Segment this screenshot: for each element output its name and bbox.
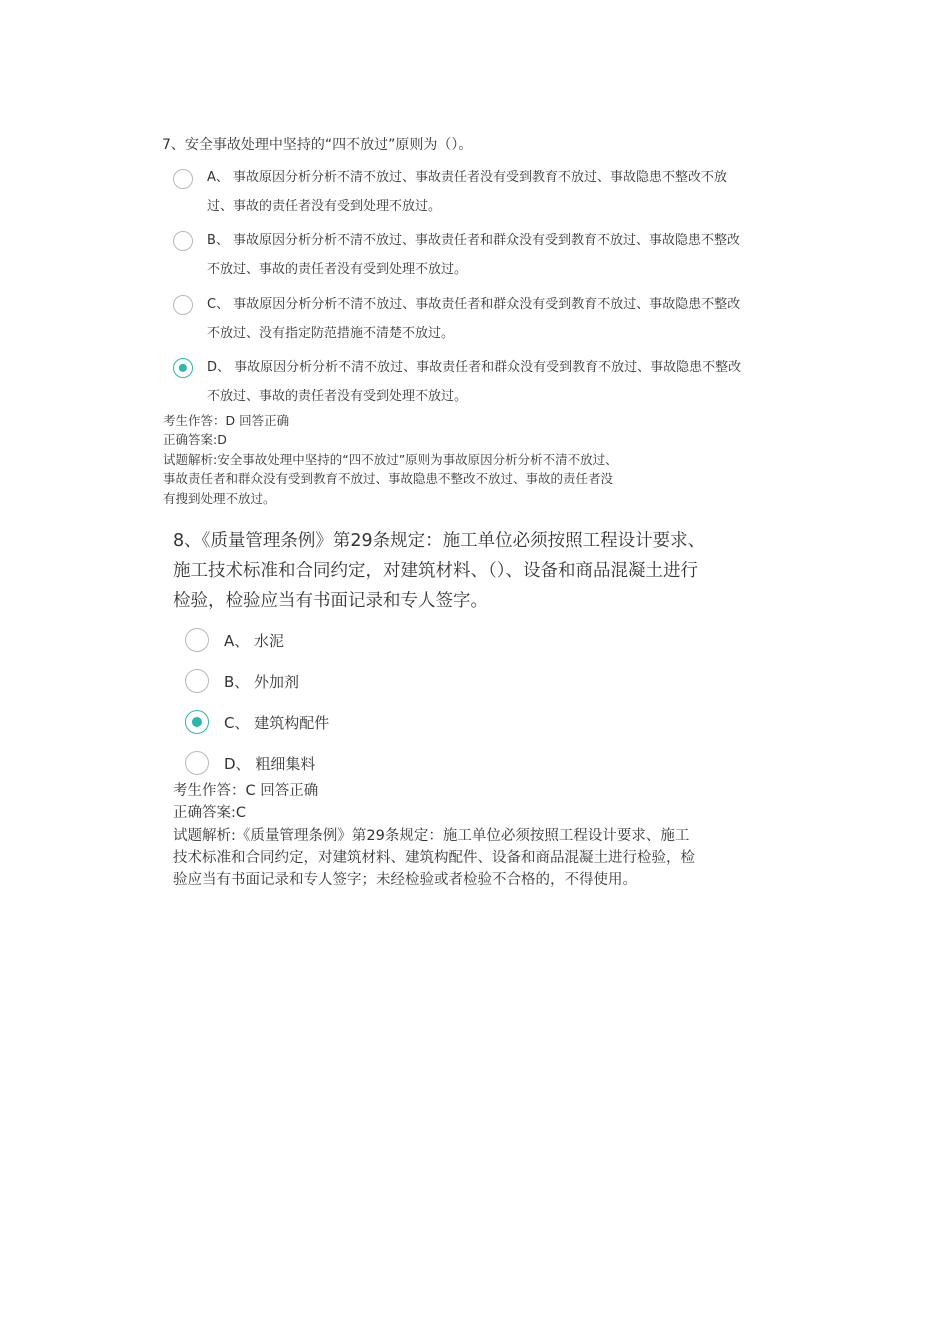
q7-analysis-line1: 试题解析:安全事故处理中坚持的“四不放过”原则为事故原因分析分析不清不放过、 (163, 452, 618, 467)
q7-option-d-line2: 不放过、事故的责任者没有受到处理不放过。 (207, 389, 468, 404)
q8-option-c-radio-selected[interactable] (185, 710, 209, 734)
q8-option-d-label[interactable]: D、 粗细集料 (224, 755, 316, 773)
q8-analysis-line1: 试题解析:《质量管理条例》第29条规定：施工单位必须按照工程设计要求、施工 (173, 828, 690, 844)
q7-option-c-line2: 不放过、没有指定防范措施不清楚不放过。 (207, 326, 455, 341)
q7-option-b-line2: 不放过、事故的责任者没有受到处理不放过。 (207, 262, 468, 277)
q8-analysis-line3: 验应当有书面记录和专人签字；未经检验或者检验不合格的，不得使用。 (173, 872, 637, 888)
q8-option-b-label[interactable]: B、 外加剂 (224, 673, 300, 691)
q8-option-b-radio[interactable] (185, 669, 209, 693)
q8-option-a-radio[interactable] (185, 628, 209, 652)
q8-examinee-answer: 考生作答：C 回答正确 (173, 783, 319, 799)
q7-option-d-radio-selected[interactable] (173, 358, 193, 378)
q7-option-b-line1[interactable]: B、 事故原因分析分析不清不放过、事故责任者和群众没有受到教育不放过、事故隐患不整改 (207, 233, 741, 248)
q7-analysis-line3: 有搜到处理不放过。 (163, 491, 276, 506)
q7-correct-answer: 正确答案:D (163, 432, 227, 447)
q8-option-c-label[interactable]: C、 建筑构配件 (224, 714, 330, 732)
q8-analysis-line2: 技术标准和合同约定，对建筑材料、建筑构配件、设备和商品混凝土进行检验，检 (173, 850, 695, 866)
q7-option-a-line1[interactable]: A、 事故原因分析分析不清不放过、事故责任者没有受到教育不放过、事故隐患不整改不放 (207, 170, 728, 185)
question-8-stem-line2: 施工技术标准和合同约定，对建筑材料、（）、设备和商品混凝土进行 (173, 561, 698, 581)
q8-option-d-radio[interactable] (185, 751, 209, 775)
question-8-stem-line1: 8、《质量管理条例》第29条规定：施工单位必须按照工程设计要求、 (173, 531, 706, 551)
question-8-stem-line3: 检验，检验应当有书面记录和专人签字。 (173, 591, 488, 611)
q7-option-c-line1[interactable]: C、 事故原因分析分析不清不放过、事故责任者和群众没有受到教育不放过、事故隐患不整改 (207, 297, 741, 312)
q7-option-b-radio[interactable] (173, 231, 193, 251)
q7-analysis-line2: 事故责任者和群众没有受到教育不放过、事故隐患不整改不放过、事故的责任者没 (163, 471, 614, 486)
q7-examinee-answer: 考生作答：D 回答正确 (163, 413, 290, 428)
question-7-stem: 7、安全事故处理中坚持的“四不放过”原则为（）。 (162, 137, 473, 153)
q7-option-a-line2: 过、事故的责任者没有受到处理不放过。 (207, 199, 442, 214)
q8-option-a-label[interactable]: A、 水泥 (224, 632, 285, 650)
q7-option-d-line1[interactable]: D、 事故原因分析分析不清不放过、事故责任者和群众没有受到教育不放过、事故隐患不整改 (207, 360, 742, 375)
q8-correct-answer: 正确答案:C (173, 805, 247, 821)
q7-option-a-radio[interactable] (173, 169, 193, 189)
q7-option-c-radio[interactable] (173, 295, 193, 315)
